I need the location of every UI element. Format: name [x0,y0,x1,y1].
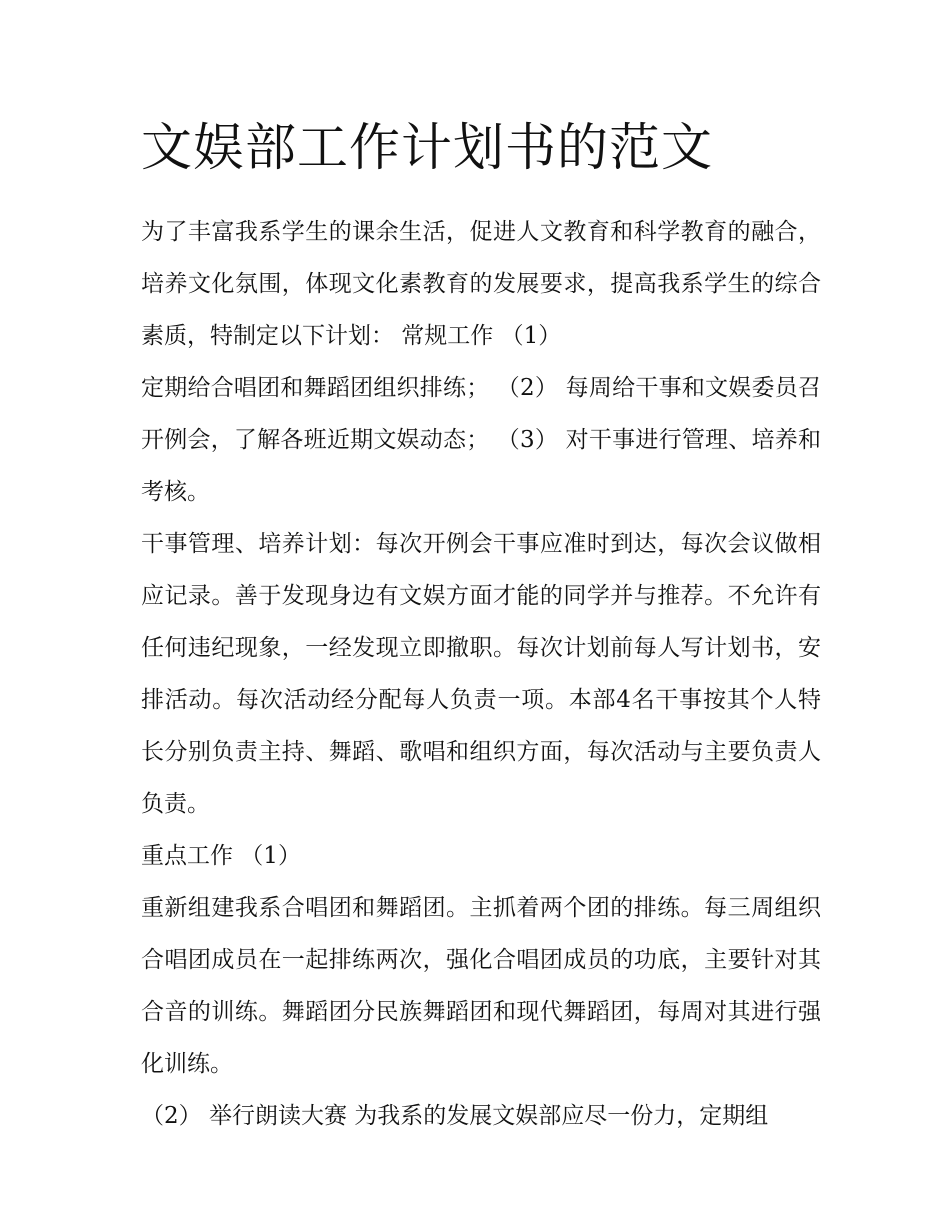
document-title: 文娱部工作计划书的范文 [141,119,714,178]
document-page [141,112,821,1142]
paragraph-routine-work: 定期给合唱团和舞蹈团组织排练； （2） 每周给干事和文娱委员召开例会，了解各班近期文娱动态； （3） 对干事进行管理、培养和考核。 [141,375,821,505]
paragraph-key-work-heading: 重点工作 （1） [141,843,301,869]
paragraph-intro: 为了丰富我系学生的课余生活，促进人文教育和科学教育的融合，培养文化氛围，体现文化素教育的发展要求，提高我系学生的综合素质，特制定以下计划： 常规工作 （1） [141,219,821,349]
paragraph-choir-dance: 重新组建我系合唱团和舞蹈团。主抓着两个团的排练。每三周组织合唱团成员在一起排练两次，强化合唱团成员的功底，主要针对其合音的训练。舞蹈团分民族舞蹈团和现代舞蹈团，每周对其进行强化训练。 [141,895,821,1077]
paragraph-reading-contest: （2） 举行朗读大赛 为我系的发展文娱部应尽一份力，定期组 [141,1103,769,1129]
paragraph-staff-management: 干事管理、培养计划：每次开例会干事应准时到达，每次会议做相应记录。善于发现身边有文娱方面才能的同学并与推荐。不允许有任何违纪现象，一经发现立即撤职。每次计划前每人写计划书，安排活动。每次活动经分配每人负责一项。本部4名干事按其个人特长分别负责主持、舞蹈、歌唱和组织方面，每次活动与主要负责人负责。 [141,531,821,817]
